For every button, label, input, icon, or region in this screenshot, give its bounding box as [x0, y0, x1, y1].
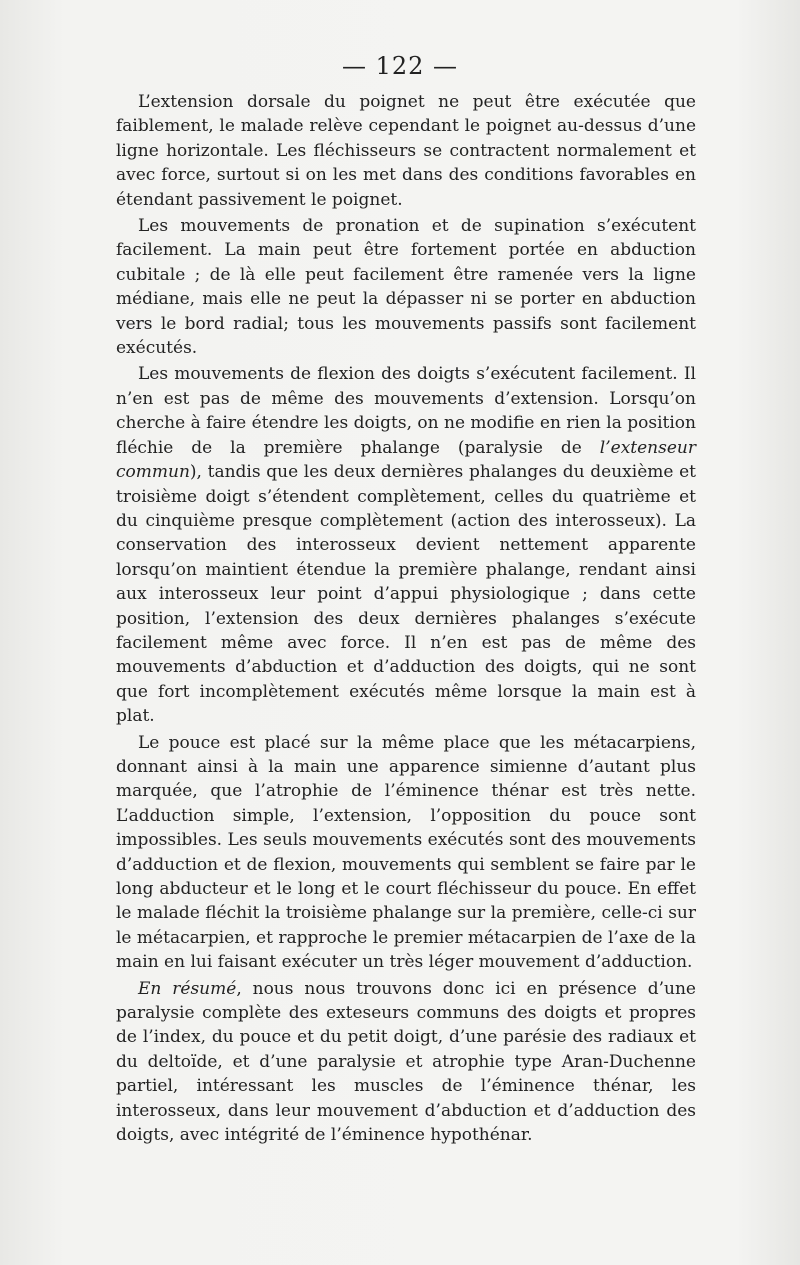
paragraph-text: ), tandis que les deux dernières phalanges du deuxième et troisième doigt s’étendent complètement, celles du quatrième et du cinquième presque complètement (action des interosseux). La conservation des interosseux devient nettement apparente lorsqu’on maintient étendue la première phalange, rendant ainsi aux interosseux leur point d’appui physiologique ; dans cette position, l’extension des deux dernières phalanges s’exécute facilement même avec force. Il n’en est pas de même des mouvements d’abduction et d’adduction des doigts, qui ne sont que fort incomplètement exécutés même lorsque la main est à plat.: [116, 462, 696, 727]
document-body: [116, 90, 696, 1147]
paragraph: [116, 362, 696, 728]
paragraph: [116, 214, 696, 360]
page-number: — 122 —: [341, 52, 459, 80]
paragraph-text: Le pouce est placé sur la même place que les métacarpiens, donnant ainsi à la main une apparence simienne d’autant plus marquée, que l’atrophie de l’éminence thénar est très nette. L’adduction simple, l’extension, l’opposition du pouce sont impossibles. Les seuls mouvements exécutés sont des mouvements d’adduction et de flexion, mouvements qui semblent se faire par le long abducteur et le long et le court fléchisseur du pouce. En effet le malade fléchit la troisième phalange sur la première, celle-ci sur le métacarpien, et rapproche le premier métacarpien de l’axe de la main en lui faisant exécuter un très léger mouvement d’adduction.: [116, 732, 696, 973]
italic-text: l’extenseur commun: [116, 437, 696, 483]
italic-text: En résumé: [138, 978, 237, 999]
paragraph: [116, 977, 696, 1148]
paragraph-text: Les mouvements de pronation et de supination s’exécutent facilement. La main peut être fortement portée en abduction cubitale ; de là elle peut facilement être ramenée vers la ligne médiane, mais elle ne peut la dépasser ni se porter en abduction vers le bord radial; tous les mouvements passifs sont facilement exécutés.: [116, 216, 696, 359]
paragraph: [116, 731, 696, 975]
paragraph: [116, 90, 696, 212]
paragraph-text: L’extension dorsale du poignet ne peut être exécutée que faiblement, le malade relève cependant le poignet au-dessus d’une ligne horizontale. Les fléchisseurs se contractent normalement et avec force, surtout si on les met dans des conditions favorables en étendant passivement le poignet.: [116, 92, 696, 210]
paragraph-text: Les mouvements de flexion des doigts s’exécutent facilement. Il n’en est pas de même des mouvements d’extension. Lorsqu’on cherche à faire étendre les doigts, on ne modifie en rien la position fléchie de la première phalange (paralysie de: [116, 364, 696, 458]
paragraph-text: , nous nous trouvons donc ici en présence d’une paralysie complète des exteseurs communs des doigts et propres de l’index, du pouce et du petit doigt, d’une parésie des radiaux et du deltoïde, et d’une paralysie et atrophie type Aran-Duchenne partiel, intéressant les muscles de l’éminence thénar, les interosseux, dans leur mouvement d’abduction et d’adduction des doigts, avec intégrité de l’éminence hypothénar.: [116, 978, 696, 1146]
